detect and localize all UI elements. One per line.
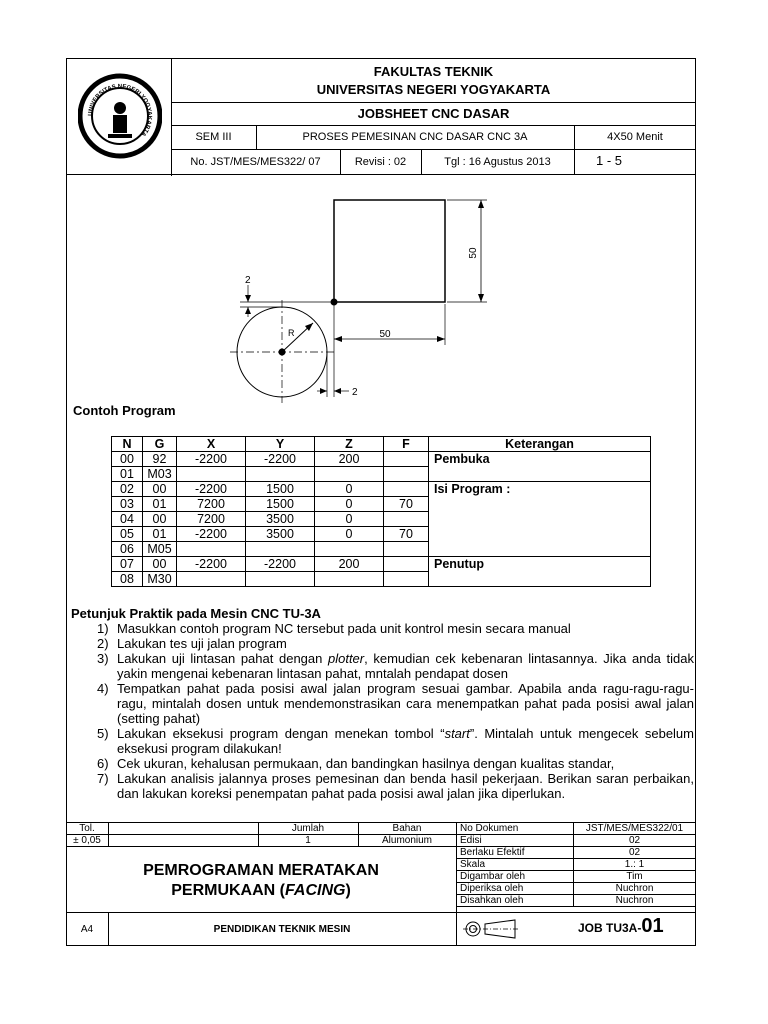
list-item bbox=[71, 621, 696, 636]
list-item bbox=[71, 681, 696, 726]
cell: 0 bbox=[315, 482, 384, 497]
university-title: UNIVERSITAS NEGERI YOGYAKARTA bbox=[316, 81, 551, 97]
cell: 00 bbox=[143, 482, 177, 497]
item-text: Masukkan contoh program NC tersebut pada unit kontrol mesin secara manual bbox=[117, 621, 571, 636]
item-number: 5) bbox=[97, 726, 109, 741]
jobsheet-title: JOBSHEET CNC DASAR bbox=[357, 106, 510, 121]
radius-label: R bbox=[288, 328, 295, 338]
header-bottom-line bbox=[66, 174, 696, 175]
cell: -2200 bbox=[177, 482, 246, 497]
cell: 01 bbox=[143, 527, 177, 542]
bahan-label: Bahan bbox=[392, 822, 422, 834]
cell: 03 bbox=[112, 497, 143, 512]
instructions bbox=[71, 606, 696, 801]
job-prefix: JOB TU3A- bbox=[578, 921, 642, 935]
cell: M03 bbox=[143, 467, 177, 482]
bahan-value: Alumonium bbox=[381, 834, 433, 846]
table-row bbox=[112, 452, 651, 467]
instructions-list bbox=[71, 621, 696, 801]
item-emphasis: plotter bbox=[327, 651, 365, 666]
title-part: ) bbox=[345, 882, 351, 899]
cell: 05 bbox=[112, 527, 143, 542]
header-f: F bbox=[384, 437, 429, 452]
cell bbox=[177, 572, 246, 587]
meta-value: Tim bbox=[574, 871, 696, 883]
title-part: PERMUKAAN ( bbox=[171, 882, 285, 899]
cell bbox=[384, 452, 429, 467]
job-num: 01 bbox=[641, 915, 664, 937]
cell bbox=[246, 542, 315, 557]
meta-label: Disahkan oleh bbox=[457, 895, 574, 907]
tol-label: Tol. bbox=[79, 822, 95, 834]
item-number: 7) bbox=[97, 771, 109, 786]
list-item bbox=[71, 756, 696, 771]
projection-symbol-icon bbox=[463, 918, 521, 940]
cell bbox=[384, 467, 429, 482]
job-title-line2 bbox=[66, 882, 456, 900]
cell: 0 bbox=[315, 527, 384, 542]
footer-line bbox=[66, 846, 456, 847]
cell: 1500 bbox=[246, 482, 315, 497]
item-text: Tempatkan pahat pada posisi awal jalan program sesuai gambar. Apabila anda ragu-ragu-ragu-ragu, mintalah dosen untuk mendemonstrasikan cara menempatkan pahat pada posisi awal jalan (setting pahat) bbox=[117, 681, 694, 726]
cell: 07 bbox=[112, 557, 143, 572]
cell bbox=[177, 542, 246, 557]
semester: SEM III bbox=[195, 131, 232, 143]
item-number: 4) bbox=[97, 681, 109, 696]
cell: 1500 bbox=[246, 497, 315, 512]
item-text: , kemudian cek kebenaran lintasannya. Jika anda tidak yakin mengenai kebenaran lintasan pahat, mntalah pendapat dosen bbox=[117, 651, 694, 681]
program-title: Contoh Program bbox=[73, 403, 176, 418]
header-z: Z bbox=[315, 437, 384, 452]
table-row bbox=[112, 482, 651, 497]
job-title-line1: PEMROGRAMAN MERATAKAN bbox=[143, 862, 379, 879]
table-row bbox=[457, 871, 696, 883]
cell bbox=[384, 542, 429, 557]
cell bbox=[246, 467, 315, 482]
table-row bbox=[457, 895, 696, 907]
note-penutup: Penutup bbox=[429, 557, 651, 587]
meta-value: JST/MES/MES322/01 bbox=[574, 823, 696, 835]
item-number: 6) bbox=[97, 756, 109, 771]
document-meta-table bbox=[456, 822, 696, 907]
table-row bbox=[457, 835, 696, 847]
meta-label: Digambar oleh bbox=[457, 871, 574, 883]
cell: 0 bbox=[315, 497, 384, 512]
university-logo bbox=[78, 68, 162, 164]
title-emphasis: FACING bbox=[285, 882, 346, 899]
svg-text:UNIVERSITAS NEGERI YOGYAKARTA: UNIVERSITAS NEGERI YOGYAKARTA bbox=[87, 83, 153, 138]
header-n: N bbox=[112, 437, 143, 452]
meta-label: No Dokumen bbox=[457, 823, 574, 835]
header-g: G bbox=[143, 437, 177, 452]
cell: 200 bbox=[315, 557, 384, 572]
cell: 00 bbox=[112, 452, 143, 467]
dim-2-bottom: 2 bbox=[352, 387, 358, 398]
table-row bbox=[457, 859, 696, 871]
cell: 3500 bbox=[246, 512, 315, 527]
subject: PROSES PEMESINAN CNC DASAR CNC 3A bbox=[302, 131, 528, 143]
cell: 0 bbox=[315, 512, 384, 527]
list-item bbox=[71, 651, 696, 681]
meta-label: Skala bbox=[457, 859, 574, 871]
cell: 7200 bbox=[177, 497, 246, 512]
item-text: Lakukan tes uji jalan program bbox=[117, 636, 287, 651]
cell: 7200 bbox=[177, 512, 246, 527]
cell: 92 bbox=[143, 452, 177, 467]
cell: 00 bbox=[143, 512, 177, 527]
cell bbox=[384, 557, 429, 572]
cell bbox=[315, 467, 384, 482]
meta-value: 02 bbox=[574, 835, 696, 847]
header-y: Y bbox=[246, 437, 315, 452]
department: PENDIDIKAN TEKNIK MESIN bbox=[213, 923, 351, 935]
cell bbox=[246, 572, 315, 587]
meta-label: Diperiksa oleh bbox=[457, 883, 574, 895]
faculty-title: FAKULTAS TEKNIK bbox=[373, 63, 494, 79]
cell: -2200 bbox=[177, 557, 246, 572]
cell bbox=[384, 572, 429, 587]
cell bbox=[315, 572, 384, 587]
item-text: Lakukan uji lintasan pahat dengan bbox=[117, 651, 328, 666]
technical-drawing bbox=[225, 185, 505, 405]
item-number: 3) bbox=[97, 651, 109, 666]
dim-2-top: 2 bbox=[245, 275, 251, 286]
note-isi-program: Isi Program : bbox=[429, 482, 651, 557]
cell: 02 bbox=[112, 482, 143, 497]
list-item bbox=[71, 636, 696, 651]
job-number bbox=[578, 915, 664, 938]
table-row bbox=[112, 557, 651, 572]
item-number: 2) bbox=[97, 636, 109, 651]
item-number: 1) bbox=[97, 621, 109, 636]
cell: 01 bbox=[143, 497, 177, 512]
cell: -2200 bbox=[177, 527, 246, 542]
tol-value: ± 0,05 bbox=[73, 834, 101, 846]
meta-value: 02 bbox=[574, 847, 696, 859]
cell: 04 bbox=[112, 512, 143, 527]
meta-label: Berlaku Efektif bbox=[457, 847, 574, 859]
duration: 4X50 Menit bbox=[607, 131, 663, 143]
instructions-title: Petunjuk Praktik pada Mesin CNC TU-3A bbox=[71, 606, 321, 621]
item-emphasis: start bbox=[444, 726, 470, 741]
dim-50-vertical: 50 bbox=[468, 247, 479, 259]
program-table bbox=[111, 436, 651, 587]
cell: 08 bbox=[112, 572, 143, 587]
jumlah-value: 1 bbox=[305, 834, 311, 846]
cell: -2200 bbox=[246, 557, 315, 572]
cell: 200 bbox=[315, 452, 384, 467]
meta-value: Nuchron bbox=[574, 895, 696, 907]
document-number: No. JST/MES/MES322/ 07 bbox=[190, 155, 321, 168]
cell: 70 bbox=[384, 527, 429, 542]
workpiece-outline bbox=[334, 200, 445, 302]
meta-value: Nuchron bbox=[574, 883, 696, 895]
cell: -2200 bbox=[246, 452, 315, 467]
item-text: Lakukan eksekusi program dengan menekan tombol “ bbox=[117, 726, 445, 741]
cell: 3500 bbox=[246, 527, 315, 542]
dim-50-horizontal: 50 bbox=[379, 329, 391, 340]
header-x: X bbox=[177, 437, 246, 452]
meta-label: Edisi bbox=[457, 835, 574, 847]
item-text: ”. Mintalah untuk mengecek sebelum eksekusi program dilakukan! bbox=[117, 726, 694, 756]
footer-line bbox=[108, 822, 109, 846]
table-row bbox=[457, 847, 696, 859]
cell bbox=[315, 542, 384, 557]
cell: -2200 bbox=[177, 452, 246, 467]
table-row bbox=[457, 883, 696, 895]
cell: 01 bbox=[112, 467, 143, 482]
cell bbox=[384, 482, 429, 497]
list-item bbox=[71, 726, 696, 756]
table-row bbox=[457, 823, 696, 835]
jumlah-label: Jumlah bbox=[291, 822, 325, 834]
note-pembuka: Pembuka bbox=[429, 452, 651, 482]
cell bbox=[177, 467, 246, 482]
cell: M05 bbox=[143, 542, 177, 557]
list-item bbox=[71, 771, 696, 801]
revision: Revisi : 02 bbox=[354, 155, 407, 168]
cell: M30 bbox=[143, 572, 177, 587]
cell: 70 bbox=[384, 497, 429, 512]
item-text: Cek ukuran, kehalusan permukaan, dan bandingkan hasilnya dengan kualitas standar, bbox=[117, 756, 615, 771]
date: Tgl : 16 Agustus 2013 bbox=[444, 155, 551, 168]
meta-value: 1.: 1 bbox=[574, 859, 696, 871]
header-keterangan: Keterangan bbox=[429, 437, 651, 452]
paper-size: A4 bbox=[80, 923, 94, 935]
table-header-row bbox=[112, 437, 651, 452]
cell: 00 bbox=[143, 557, 177, 572]
page-number: 1 - 5 bbox=[595, 152, 622, 168]
cell bbox=[384, 512, 429, 527]
cell: 06 bbox=[112, 542, 143, 557]
item-text: Lakukan analisis jalannya proses pemesinan dan benda hasil pekerjaan. Berikan saran perbaikan, dan lakukan koreksi penempatan pahat pada posisi awal jalan jika diperlukan. bbox=[117, 771, 694, 801]
